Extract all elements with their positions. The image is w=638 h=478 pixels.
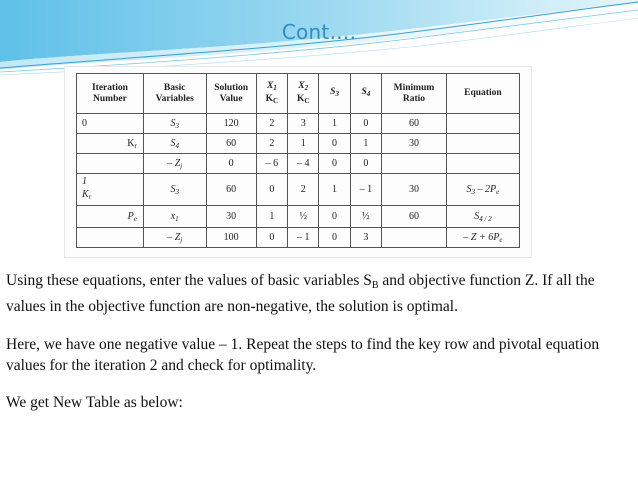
cell-x1: – 6: [256, 154, 287, 174]
paragraph-negative-value: Here, we have one negative value – 1. Repeat the steps to find the key row and pivotal equation values for the iteration 2 and check for optimality.: [6, 336, 600, 374]
table-row: [77, 114, 520, 134]
cell-iteration: 1 $K_r$: [77, 174, 144, 206]
cell-minimum-ratio: [382, 154, 447, 174]
header-x1: $X_1$ $K_C$: [256, 74, 287, 114]
cell-minimum-ratio: 30: [382, 134, 447, 154]
cell-x2: 1: [288, 134, 319, 154]
table-row: [77, 134, 520, 154]
cell-minimum-ratio: [382, 228, 447, 248]
table-row: [77, 228, 520, 248]
cell-minimum-ratio: 60: [382, 206, 447, 228]
slide-title: Cont….: [281, 20, 357, 44]
table-row: [77, 154, 520, 174]
cell-s4: 0: [350, 114, 381, 134]
header-s4: $S_4$: [350, 74, 381, 114]
cell-s3: 0: [319, 134, 350, 154]
cell-equation: – $Z + 6P_e$: [446, 228, 519, 248]
cell-basic-variable: $S_4$: [143, 134, 206, 154]
cell-minimum-ratio: 60: [382, 114, 447, 134]
cell-solution-value: 0: [206, 154, 256, 174]
cell-equation: $S_3 - 2P_e$: [446, 174, 519, 206]
cell-solution-value: 100: [206, 228, 256, 248]
cell-basic-variable: – $Z_j$: [143, 154, 206, 174]
simplex-table: [76, 73, 520, 248]
header-s3: $S_3$: [319, 74, 350, 114]
cell-s4: ½: [350, 206, 381, 228]
cell-s3: 0: [319, 206, 350, 228]
cell-s4: 0: [350, 154, 381, 174]
cell-x1: 0: [256, 228, 287, 248]
cell-solution-value: 120: [206, 114, 256, 134]
cell-s4: 3: [350, 228, 381, 248]
cell-s4: – 1: [350, 174, 381, 206]
cell-x2: – 1: [288, 228, 319, 248]
table-header-row: [77, 74, 520, 114]
table-row: [77, 206, 520, 228]
header-equation: Equation: [446, 74, 519, 114]
cell-x1: 1: [256, 206, 287, 228]
cell-equation: [446, 114, 519, 134]
cell-basic-variable: – $Z_j$: [143, 228, 206, 248]
cell-s3: 1: [319, 114, 350, 134]
cell-s3: 0: [319, 154, 350, 174]
header-iteration-number: Iteration Number: [77, 74, 144, 114]
cell-x2: 3: [288, 114, 319, 134]
cell-basic-variable: $S_3$: [143, 114, 206, 134]
cell-solution-value: 30: [206, 206, 256, 228]
paragraph-equations: Using these equations, enter the values of basic variables SB and objective function Z. If all the values in the objective function are non-negative, the solution is optimal.: [6, 272, 595, 315]
cell-iteration: [77, 228, 144, 248]
cell-s4: 1: [350, 134, 381, 154]
cell-solution-value: 60: [206, 134, 256, 154]
cell-minimum-ratio: 30: [382, 174, 447, 206]
cell-iteration: $K_r$: [77, 134, 144, 154]
cell-iteration: $P_e$: [77, 206, 144, 228]
cell-iteration: [77, 154, 144, 174]
cell-x2: ½: [288, 206, 319, 228]
cell-s3: 0: [319, 228, 350, 248]
cell-x2: – 4: [288, 154, 319, 174]
header-minimum-ratio: Minimum Ratio: [382, 74, 447, 114]
cell-x2: 2: [288, 174, 319, 206]
paragraph-new-table: We get New Table as below:: [6, 394, 183, 411]
cell-x1: 0: [256, 174, 287, 206]
cell-s3: 1: [319, 174, 350, 206]
cell-equation: [446, 134, 519, 154]
cell-iteration: 0: [77, 114, 144, 134]
header-basic-variables: Basic Variables: [143, 74, 206, 114]
cell-equation: [446, 154, 519, 174]
cell-basic-variable: $S_3$: [143, 174, 206, 206]
header-solution-value: Solution Value: [206, 74, 256, 114]
cell-equation: $S_{4 / 2}$: [446, 206, 519, 228]
cell-solution-value: 60: [206, 174, 256, 206]
cell-x1: 2: [256, 134, 287, 154]
cell-x1: 2: [256, 114, 287, 134]
cell-basic-variable: $x_1$: [143, 206, 206, 228]
header-x2: $X_2$ $K_C$: [288, 74, 319, 114]
table-row: [77, 174, 520, 206]
